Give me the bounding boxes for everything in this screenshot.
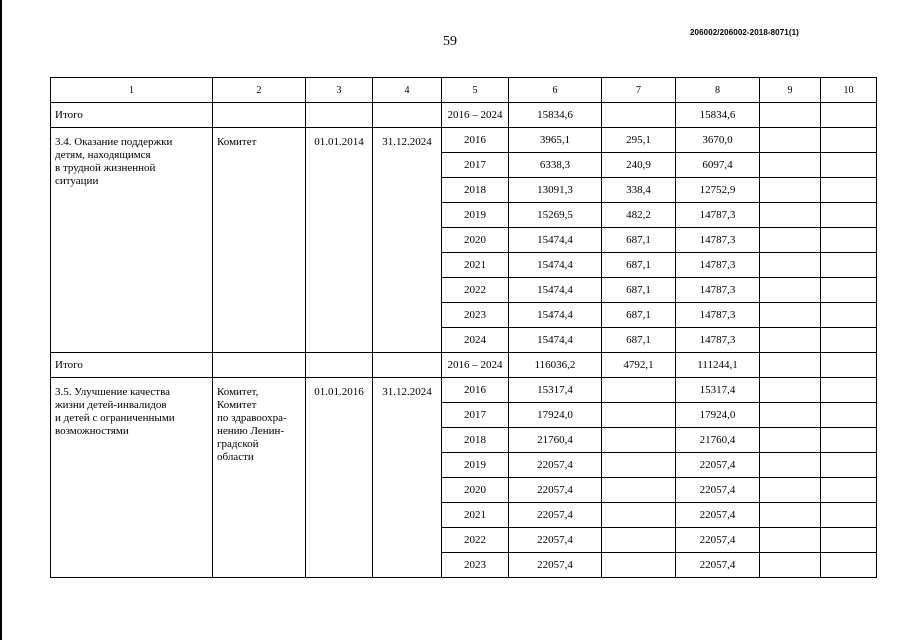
empty-cell bbox=[821, 253, 877, 278]
col6-value: 15269,5 bbox=[509, 203, 602, 228]
col6-value: 15317,4 bbox=[509, 378, 602, 403]
empty-cell bbox=[760, 378, 821, 403]
empty-cell bbox=[821, 353, 877, 378]
empty-cell bbox=[821, 478, 877, 503]
col8-value: 17924,0 bbox=[676, 403, 760, 428]
year-cell: 2020 bbox=[442, 228, 509, 253]
empty-cell bbox=[821, 228, 877, 253]
col8-value: 6097,4 bbox=[676, 153, 760, 178]
col8-value: 14787,3 bbox=[676, 303, 760, 328]
year-cell: 2018 bbox=[442, 428, 509, 453]
col8-value: 14787,3 bbox=[676, 278, 760, 303]
empty-cell bbox=[306, 353, 373, 378]
col6-value: 22057,4 bbox=[509, 553, 602, 578]
year-row bbox=[51, 378, 877, 403]
year-cell: 2017 bbox=[442, 153, 509, 178]
empty-cell bbox=[760, 553, 821, 578]
year-cell: 2016 bbox=[442, 378, 509, 403]
col6-value: 22057,4 bbox=[509, 478, 602, 503]
header-cell: 6 bbox=[509, 78, 602, 103]
col8-value: 14787,3 bbox=[676, 203, 760, 228]
col7-value bbox=[602, 553, 676, 578]
empty-cell bbox=[760, 353, 821, 378]
col6-value: 15474,4 bbox=[509, 278, 602, 303]
col7-value bbox=[602, 528, 676, 553]
col6-value: 17924,0 bbox=[509, 403, 602, 428]
empty-cell bbox=[760, 428, 821, 453]
header-cell: 4 bbox=[373, 78, 442, 103]
header-cell: 8 bbox=[676, 78, 760, 103]
start-date: 01.01.2016 bbox=[306, 378, 373, 578]
col6-value: 22057,4 bbox=[509, 453, 602, 478]
total-label: Итого bbox=[51, 103, 213, 128]
total-period: 2016 – 2024 bbox=[442, 353, 509, 378]
col7-value bbox=[602, 503, 676, 528]
end-date: 31.12.2024 bbox=[373, 128, 442, 353]
empty-cell bbox=[821, 553, 877, 578]
total-label: Итого bbox=[51, 353, 213, 378]
year-cell: 2018 bbox=[442, 178, 509, 203]
empty-cell bbox=[760, 103, 821, 128]
col8-value: 22057,4 bbox=[676, 528, 760, 553]
col6-value: 3965,1 bbox=[509, 128, 602, 153]
empty-cell bbox=[821, 203, 877, 228]
col8-value: 12752,9 bbox=[676, 178, 760, 203]
header-cell: 10 bbox=[821, 78, 877, 103]
executor: Комитет, Комитет по здравоохра- нению Ленин- градской области bbox=[213, 378, 306, 578]
empty-cell bbox=[821, 303, 877, 328]
col7-value bbox=[602, 403, 676, 428]
empty-cell bbox=[821, 453, 877, 478]
total-col7 bbox=[602, 103, 676, 128]
header-cell: 9 bbox=[760, 78, 821, 103]
col7-value: 482,2 bbox=[602, 203, 676, 228]
table-body bbox=[51, 78, 877, 578]
header-cell: 7 bbox=[602, 78, 676, 103]
empty-cell bbox=[821, 503, 877, 528]
year-cell: 2022 bbox=[442, 278, 509, 303]
empty-cell bbox=[760, 253, 821, 278]
empty-cell bbox=[306, 103, 373, 128]
page-edge-line bbox=[0, 0, 2, 640]
year-cell: 2019 bbox=[442, 453, 509, 478]
col7-value bbox=[602, 478, 676, 503]
col7-value: 295,1 bbox=[602, 128, 676, 153]
empty-cell bbox=[760, 278, 821, 303]
end-date: 31.12.2024 bbox=[373, 378, 442, 578]
year-cell: 2016 bbox=[442, 128, 509, 153]
col8-value: 14787,3 bbox=[676, 253, 760, 278]
document-id: 206002/206002-2018-8071(1) bbox=[690, 28, 799, 37]
col6-value: 13091,3 bbox=[509, 178, 602, 203]
empty-cell bbox=[373, 353, 442, 378]
col7-value bbox=[602, 428, 676, 453]
col6-value: 15474,4 bbox=[509, 328, 602, 353]
year-cell: 2017 bbox=[442, 403, 509, 428]
empty-cell bbox=[821, 428, 877, 453]
col7-value: 687,1 bbox=[602, 303, 676, 328]
empty-cell bbox=[821, 328, 877, 353]
empty-cell bbox=[760, 178, 821, 203]
year-cell: 2023 bbox=[442, 553, 509, 578]
empty-cell bbox=[760, 153, 821, 178]
col8-value: 22057,4 bbox=[676, 478, 760, 503]
empty-cell bbox=[760, 328, 821, 353]
col7-value: 687,1 bbox=[602, 278, 676, 303]
empty-cell bbox=[760, 203, 821, 228]
total-col8: 111244,1 bbox=[676, 353, 760, 378]
col7-value bbox=[602, 378, 676, 403]
measure-name: 3.5. Улучшение качества жизни детей-инвалидов и детей с ограниченными возможностями bbox=[51, 378, 213, 578]
header-cell: 3 bbox=[306, 78, 373, 103]
empty-cell bbox=[760, 303, 821, 328]
header-cell: 1 bbox=[51, 78, 213, 103]
empty-cell bbox=[373, 103, 442, 128]
start-date: 01.01.2014 bbox=[306, 128, 373, 353]
page-number: 59 bbox=[443, 34, 457, 49]
empty-cell bbox=[821, 128, 877, 153]
year-cell: 2022 bbox=[442, 528, 509, 553]
empty-cell bbox=[213, 103, 306, 128]
empty-cell bbox=[821, 103, 877, 128]
empty-cell bbox=[760, 503, 821, 528]
col7-value: 338,4 bbox=[602, 178, 676, 203]
col8-value: 3670,0 bbox=[676, 128, 760, 153]
empty-cell bbox=[821, 278, 877, 303]
measure-name: 3.4. Оказание поддержки детям, находящимся в трудной жизненной ситуации bbox=[51, 128, 213, 353]
empty-cell bbox=[760, 228, 821, 253]
executor: Комитет bbox=[213, 128, 306, 353]
total-col7: 4792,1 bbox=[602, 353, 676, 378]
col6-value: 15474,4 bbox=[509, 303, 602, 328]
year-cell: 2023 bbox=[442, 303, 509, 328]
col6-value: 21760,4 bbox=[509, 428, 602, 453]
header-cell: 2 bbox=[213, 78, 306, 103]
col6-value: 15474,4 bbox=[509, 228, 602, 253]
col6-value: 6338,3 bbox=[509, 153, 602, 178]
col7-value: 687,1 bbox=[602, 328, 676, 353]
year-cell: 2019 bbox=[442, 203, 509, 228]
col8-value: 14787,3 bbox=[676, 228, 760, 253]
col8-value: 22057,4 bbox=[676, 503, 760, 528]
empty-cell bbox=[213, 353, 306, 378]
empty-cell bbox=[821, 178, 877, 203]
year-cell: 2021 bbox=[442, 253, 509, 278]
empty-cell bbox=[821, 528, 877, 553]
col7-value: 687,1 bbox=[602, 253, 676, 278]
col8-value: 22057,4 bbox=[676, 553, 760, 578]
col7-value: 240,9 bbox=[602, 153, 676, 178]
total-col8: 15834,6 bbox=[676, 103, 760, 128]
empty-cell bbox=[760, 128, 821, 153]
col7-value bbox=[602, 453, 676, 478]
year-cell: 2024 bbox=[442, 328, 509, 353]
empty-cell bbox=[760, 478, 821, 503]
empty-cell bbox=[821, 378, 877, 403]
empty-cell bbox=[760, 528, 821, 553]
empty-cell bbox=[821, 403, 877, 428]
year-cell: 2021 bbox=[442, 503, 509, 528]
col8-value: 22057,4 bbox=[676, 453, 760, 478]
header-row bbox=[51, 78, 877, 103]
year-cell: 2020 bbox=[442, 478, 509, 503]
col8-value: 15317,4 bbox=[676, 378, 760, 403]
total-col6: 116036,2 bbox=[509, 353, 602, 378]
program-table bbox=[50, 77, 877, 578]
header-cell: 5 bbox=[442, 78, 509, 103]
col8-value: 21760,4 bbox=[676, 428, 760, 453]
col8-value: 14787,3 bbox=[676, 328, 760, 353]
col6-value: 22057,4 bbox=[509, 503, 602, 528]
total-col6: 15834,6 bbox=[509, 103, 602, 128]
total-row bbox=[51, 103, 877, 128]
total-row bbox=[51, 353, 877, 378]
empty-cell bbox=[760, 453, 821, 478]
empty-cell bbox=[821, 153, 877, 178]
empty-cell bbox=[760, 403, 821, 428]
col7-value: 687,1 bbox=[602, 228, 676, 253]
year-row bbox=[51, 128, 877, 153]
col6-value: 22057,4 bbox=[509, 528, 602, 553]
total-period: 2016 – 2024 bbox=[442, 103, 509, 128]
col6-value: 15474,4 bbox=[509, 253, 602, 278]
